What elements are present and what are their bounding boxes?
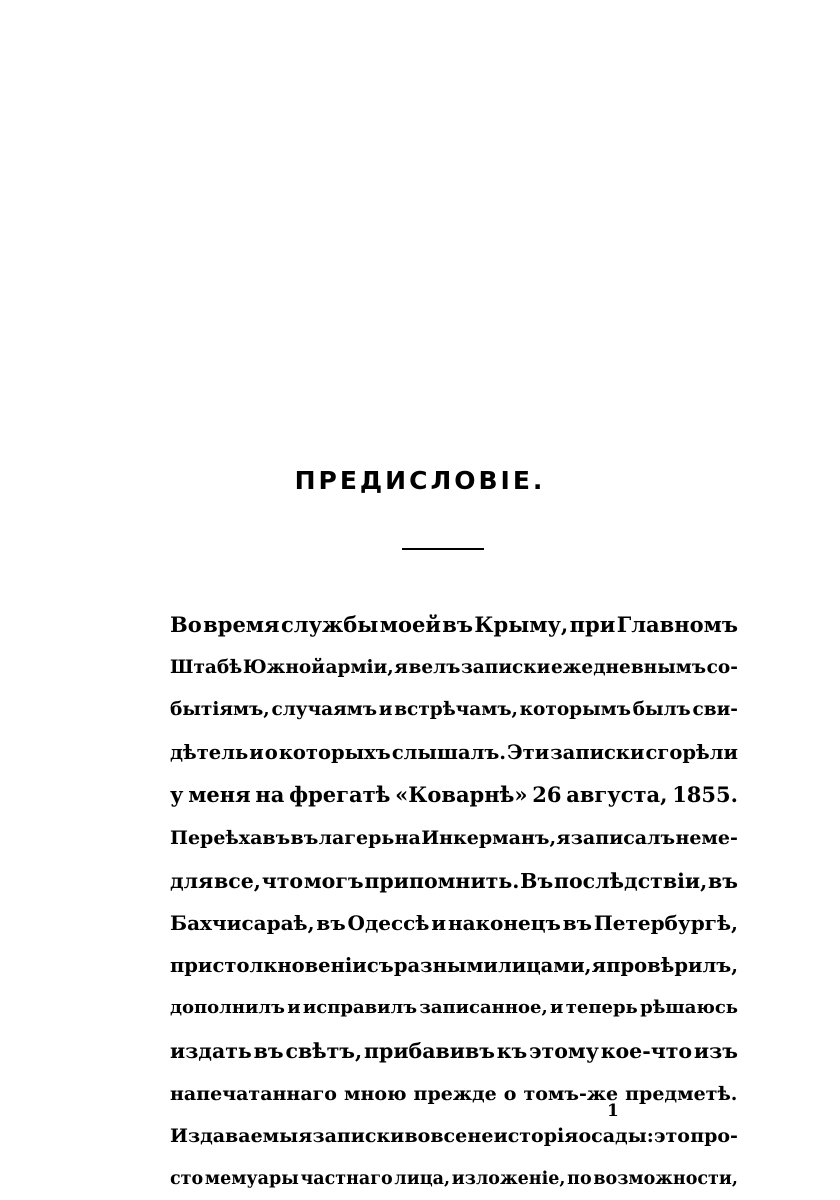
word: бытіямъ, bbox=[170, 699, 270, 721]
word: провѣрилъ, bbox=[606, 953, 738, 977]
word: томъ-же bbox=[523, 1082, 619, 1105]
text-line bbox=[170, 1158, 738, 1200]
word: лицами, bbox=[498, 953, 592, 977]
word: при bbox=[170, 953, 213, 977]
text-line bbox=[170, 817, 738, 860]
text-line bbox=[170, 1073, 738, 1116]
word: сто bbox=[170, 1168, 204, 1189]
word: этому bbox=[529, 1038, 599, 1063]
word: которымъ bbox=[519, 699, 631, 721]
word: исправилъ bbox=[302, 997, 418, 1019]
word: у bbox=[170, 782, 184, 808]
word: арміи, bbox=[325, 656, 394, 678]
word: прежде bbox=[413, 1082, 497, 1105]
word: меня bbox=[188, 782, 251, 808]
word: теперь bbox=[565, 997, 638, 1019]
text-line bbox=[170, 604, 738, 647]
word: по bbox=[567, 1168, 592, 1189]
word: про- bbox=[690, 1125, 738, 1148]
text-line bbox=[170, 860, 738, 903]
word: я bbox=[394, 656, 408, 678]
word: что bbox=[261, 868, 304, 893]
word: и bbox=[431, 911, 447, 936]
word: въ bbox=[253, 1038, 284, 1063]
word: записалъ bbox=[570, 826, 676, 849]
page-number: 1 bbox=[607, 1101, 619, 1121]
word: Инкерманъ, bbox=[421, 826, 557, 849]
word: Штабѣ bbox=[170, 656, 243, 678]
word: Бахчисараѣ, bbox=[170, 911, 315, 936]
word: изъ bbox=[693, 1038, 738, 1063]
word: о bbox=[503, 1082, 517, 1105]
word: наконецъ bbox=[448, 911, 561, 936]
word: былъ bbox=[632, 699, 691, 721]
word: при bbox=[569, 612, 616, 637]
word: Крыму, bbox=[474, 612, 569, 637]
word: ежедневнымъ bbox=[550, 656, 707, 678]
word: и bbox=[550, 997, 564, 1019]
word: исторія bbox=[493, 1125, 579, 1148]
word: могъ bbox=[303, 868, 364, 893]
word: августа, bbox=[566, 782, 668, 808]
word: сгорѣли bbox=[645, 740, 738, 764]
word: 26 bbox=[532, 782, 562, 808]
word: неме- bbox=[675, 826, 738, 849]
text-line bbox=[170, 647, 738, 690]
word: припомнить. bbox=[364, 868, 520, 893]
word: лица, bbox=[394, 1168, 451, 1189]
word: Южной bbox=[242, 656, 325, 678]
word: для bbox=[170, 868, 214, 893]
word: на bbox=[255, 782, 285, 808]
word: прибавивъ bbox=[364, 1038, 495, 1063]
word: Издаваемыя bbox=[170, 1125, 313, 1148]
word: напечатаннаго bbox=[170, 1082, 337, 1105]
word: лагерь bbox=[318, 826, 395, 849]
word: Петербургѣ, bbox=[593, 911, 738, 936]
word: осады: bbox=[578, 1125, 654, 1148]
word: на bbox=[394, 826, 421, 849]
text-line bbox=[170, 945, 738, 988]
word: предметѣ. bbox=[625, 1082, 738, 1105]
word: фрегатѣ bbox=[289, 782, 391, 808]
word: записки bbox=[550, 740, 645, 764]
word: мемуары bbox=[204, 1168, 299, 1189]
word: къ bbox=[496, 1038, 528, 1063]
word: время bbox=[203, 612, 280, 637]
page-title: ПРЕДИСЛОВIЕ. bbox=[294, 466, 546, 495]
text-line bbox=[170, 689, 738, 732]
word: встрѣчамъ, bbox=[394, 699, 518, 721]
text-line bbox=[170, 1115, 738, 1158]
word: въ bbox=[290, 826, 319, 849]
word: послѣдствіи, bbox=[554, 868, 708, 893]
word: велъ bbox=[408, 656, 461, 678]
word: дѣтель bbox=[170, 740, 249, 764]
word: Эти bbox=[507, 740, 550, 764]
word: Во bbox=[170, 612, 202, 637]
text-line bbox=[170, 987, 738, 1030]
word: столкновеніи bbox=[212, 953, 367, 977]
word: Въ bbox=[520, 868, 554, 893]
word: изложеніе, bbox=[451, 1168, 566, 1189]
word: о bbox=[264, 740, 278, 764]
text-line bbox=[170, 902, 738, 945]
word: въ bbox=[442, 612, 473, 637]
word: частнаго bbox=[300, 1168, 393, 1189]
word: записанное, bbox=[419, 997, 548, 1019]
word: я bbox=[591, 953, 607, 977]
title-divider bbox=[402, 548, 484, 550]
word: рѣшаюсь bbox=[640, 997, 738, 1019]
word: случаямъ bbox=[271, 699, 378, 721]
word: дополнилъ bbox=[170, 997, 285, 1019]
word: службы bbox=[280, 612, 379, 637]
word: Главномъ bbox=[616, 612, 738, 637]
word: все, bbox=[214, 868, 261, 893]
word: моей bbox=[379, 612, 441, 637]
word: это bbox=[653, 1125, 690, 1148]
text-line bbox=[170, 774, 738, 817]
paragraph-1 bbox=[170, 604, 738, 1115]
text-line bbox=[170, 1030, 738, 1073]
word: со- bbox=[706, 656, 738, 678]
preface-text bbox=[170, 604, 738, 1200]
word: я bbox=[556, 826, 571, 849]
word: возможности, bbox=[593, 1168, 738, 1189]
word: вовсе bbox=[404, 1125, 468, 1148]
word: не bbox=[467, 1125, 494, 1148]
word: Одессѣ bbox=[347, 911, 430, 936]
word: въ bbox=[562, 911, 592, 936]
word: и bbox=[249, 740, 264, 764]
word: мною bbox=[343, 1082, 407, 1105]
word: разными bbox=[393, 953, 498, 977]
word: записки bbox=[460, 656, 551, 678]
word: въ bbox=[708, 868, 738, 893]
word: которыхъ bbox=[278, 740, 391, 764]
word: свѣтъ, bbox=[285, 1038, 363, 1063]
word: издать bbox=[170, 1038, 252, 1063]
text-line bbox=[170, 732, 738, 775]
word: Переѣхавъ bbox=[170, 826, 291, 849]
word: и bbox=[287, 997, 301, 1019]
word: въ bbox=[316, 911, 346, 936]
word: 1855. bbox=[672, 782, 738, 808]
word: слышалъ. bbox=[391, 740, 507, 764]
word: сви- bbox=[692, 699, 738, 721]
word: «Коварнѣ» bbox=[395, 782, 528, 808]
word: съ bbox=[366, 953, 394, 977]
word: записки bbox=[312, 1125, 405, 1148]
paragraph-2 bbox=[170, 1115, 738, 1200]
word: кое-что bbox=[600, 1038, 693, 1063]
word: и bbox=[378, 699, 393, 721]
